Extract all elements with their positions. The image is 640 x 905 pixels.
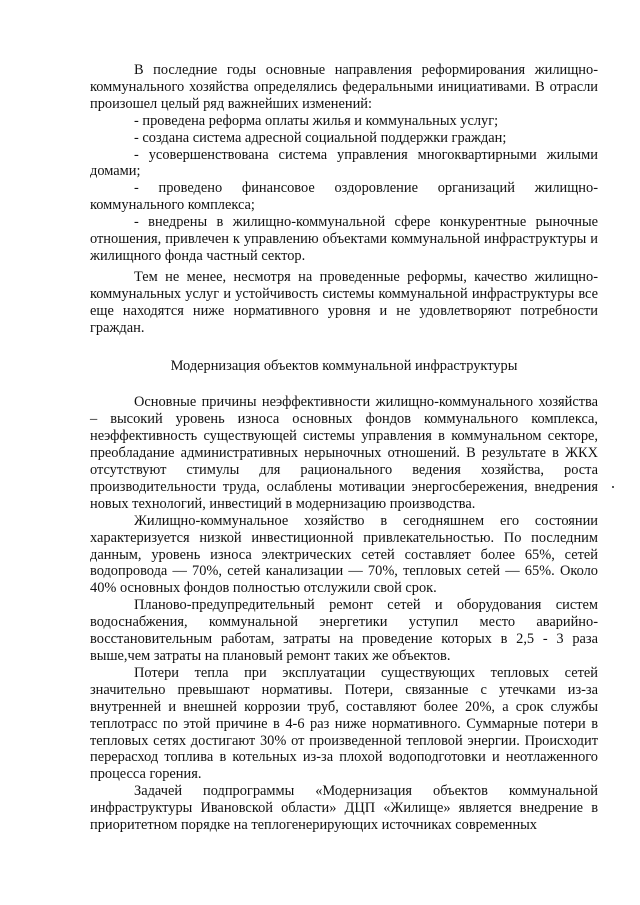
body-paragraph: Задачей подпрограммы «Модернизация объектов коммунальной инфраструктуры Ивановской области» ДЦП «Жилище» является внедрение в приоритетном порядке на теплогенерирующих источниках современных <box>90 783 598 834</box>
reform-list-item: - усовершенствована система управления многоквартирными жилыми домами; <box>90 146 598 180</box>
scan-speck <box>612 486 614 488</box>
document-body <box>90 62 598 834</box>
body-paragraph: Планово-предупредительный ремонт сетей и оборудования систем водоснабжения, коммунальной энергетики уступил место аварийно-восстановительным работам, затраты на проведение которых в 2,5 - 3 раза выше,чем затраты на плановый ремонт таких же объектов. <box>90 597 598 664</box>
conclusion-paragraph: Тем не менее, несмотря на проведенные реформы, качество жилищно-коммунальных услуг и устойчивость системы коммунальной инфраструктуры все еще находятся ниже нормативного уровня и не удовлетворяют потребности граждан. <box>90 268 598 336</box>
reform-list-item: - проведено финансовое оздоровление организаций жилищно-коммунального комплекса; <box>90 180 598 214</box>
body-paragraph: Жилищно-коммунальное хозяйство в сегодняшнем его состоянии характеризуется низкой инвестиционной привлекательностью. По последним данным, уровень износа электрических сетей составляет более 65%, сетей водопровода — 70%, сетей канализации — 70%, тепловых сетей — 65%. Около 40% основных фондов полностью отслужили свой срок. <box>90 512 598 597</box>
reform-list-item: - создана система адресной социальной поддержки граждан; <box>134 129 507 146</box>
reform-list-item: - проведена реформа оплаты жилья и коммунальных услуг; <box>134 112 499 129</box>
body-paragraph: Потери тепла при эксплуатации существующих тепловых сетей значительно превышают нормативы. Потери, связанные с утечками из-за внутренней и внешней коррозии труб, составляют более 20%, а срок службы теплотрасс по этой причине в 4-6 раз ниже нормативного. Суммарные потери в тепловых сетях достигают 30% от произведенной тепловой энергии. Происходит перерасход топлива в котельных из-за плохой водоподготовки и неотлаженного процесса горения. <box>90 664 598 783</box>
intro-paragraph: В последние годы основные направления реформирования жилищно-коммунального хозяйства определялись федеральными инициативами. В отрасли произошел целый ряд важнейших изменений: <box>90 62 598 112</box>
reform-list-item: - внедрены в жилищно-коммунальной сфере конкурентные рыночные отношения, привлечен к управлению объектами коммунальной инфраструктуры и жилищного фонда частный сектор. <box>90 214 598 264</box>
section-heading: Модернизация объектов коммунальной инфраструктуры <box>170 357 518 374</box>
body-paragraph: Основные причины неэффективности жилищно-коммунального хозяйства – высокий уровень износа основных фондов коммунального комплекса, неэффективность существующей системы управления в коммунальном секторе, преобладание административных нерыночных отношений. В результате в ЖКХ отсутствуют стимулы для рационального ведения хозяйства, роста производительности труда, ослаблены мотивации энергосбережения, внедрения новых технологий, инвестиций в модернизацию производства. <box>90 394 598 512</box>
